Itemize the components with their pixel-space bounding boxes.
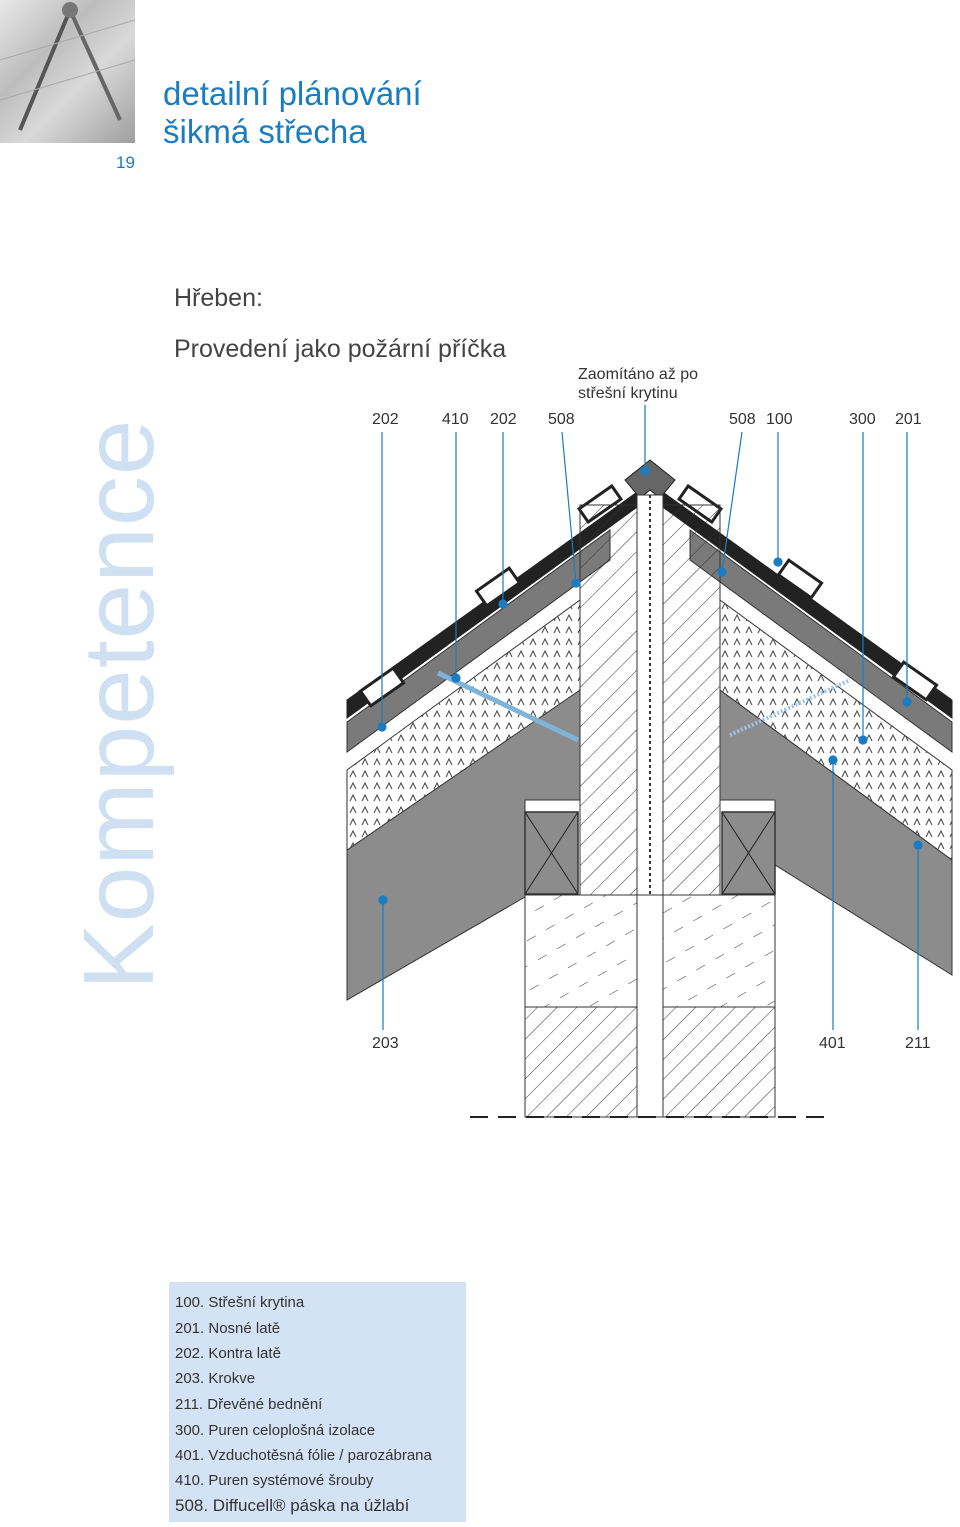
label-top-3: 202: [490, 411, 517, 428]
page-title-line-1: detailní plánování: [163, 75, 422, 112]
legend-item: 202. Kontra latě: [175, 1345, 281, 1362]
legend-item: 401. Vzduchotěsná fólie / parozábrana: [175, 1447, 432, 1464]
vertical-section-label: Kompetence: [63, 418, 175, 990]
label-top-2: 410: [442, 411, 469, 428]
label-top-1: 202: [372, 411, 399, 428]
diagram-note-line-2: střešní krytinu: [578, 385, 678, 402]
firewall-left: [580, 505, 637, 895]
label-bottom-2: 401: [819, 1035, 846, 1052]
section-subheading: Provedení jako požární příčka: [174, 335, 507, 363]
legend-item: 203. Krokve: [175, 1370, 256, 1387]
legend-item: 300. Puren celoplošná izolace: [175, 1422, 376, 1439]
legend-item: 410. Puren systémové šrouby: [175, 1472, 374, 1489]
ridge-cap: [625, 460, 675, 498]
legend-item: 100. Střešní krytina: [175, 1294, 305, 1311]
label-top-4: 508: [548, 411, 575, 428]
label-bottom-1: 203: [372, 1035, 399, 1052]
label-top-8: 201: [895, 411, 922, 428]
page-number: 19: [116, 153, 135, 172]
firewall-right: [663, 505, 720, 895]
label-top-5: 508: [729, 411, 756, 428]
legend-panel: [169, 1282, 466, 1522]
label-top-7: 300: [849, 411, 876, 428]
label-top-6: 100: [766, 411, 793, 428]
diagram-note-line-1: Zaomítáno až po: [578, 366, 699, 383]
legend-item: 211. Dřevěné bednění: [175, 1396, 323, 1413]
page-title-line-2: šikmá střecha: [163, 113, 367, 150]
legend-item: 508. Diffucell® páska na úžlabí: [175, 1496, 410, 1515]
section-heading: Hřeben:: [174, 284, 263, 312]
label-bottom-3: 211: [905, 1035, 931, 1052]
legend-item: 201. Nosné latě: [175, 1320, 281, 1337]
